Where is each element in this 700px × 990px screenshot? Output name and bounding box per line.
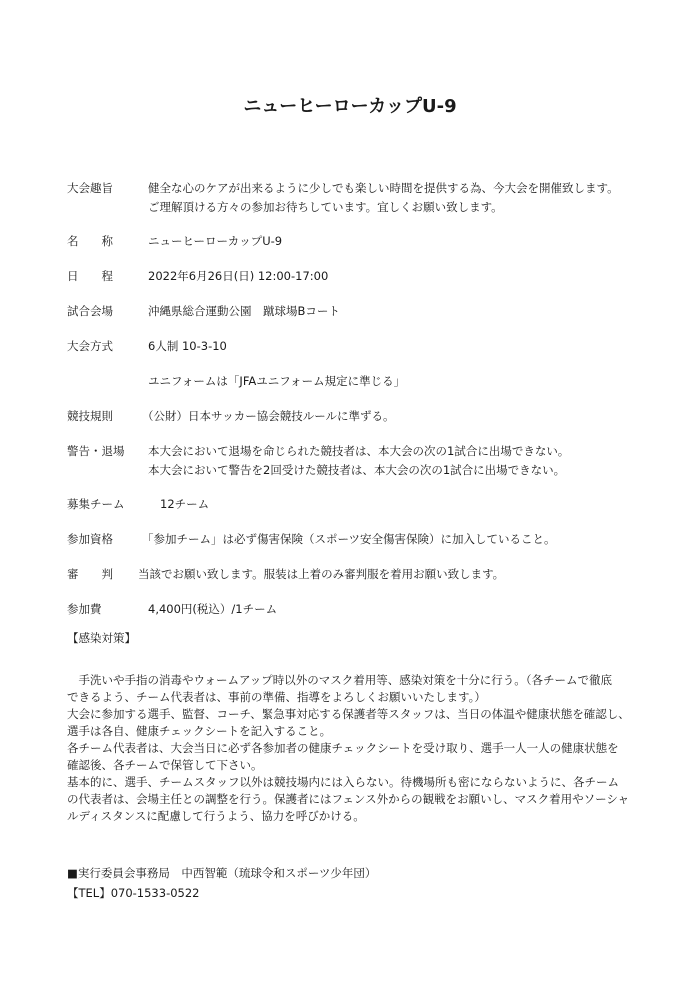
row-value-line: 健全な心のケアが出来るように少しでも楽しい時間を提供する為、今大会を開催致します。 [148,181,619,195]
contact-office: ■実行委員会事務局 中西智範（琉球令和スポーツ少年団） [67,866,377,880]
row-value-line: （公財）日本サッカー協会競技ルールに準ずる。 [142,409,395,423]
document-page: ニューヒーローカップU-9 大会趣旨 健全な心のケアが出来るように少しでも楽しい時間を提供する為、今大会を開催致します。 ご理解頂ける方々の参加お待ちしています。宜しくお願い致します。 名 称 ニューヒーローカップU-9 日 程 2022年6月26日(日) 12:00-17:00 試合会場 沖縄県総合運動公園 蹴球場Bコート 大会方式 6人制 10-3-10 ユニフォームは「JFAユニフォーム規定に準じる」 競技規則 （公財）日本サッカー協会競技ルールに準ずる。 警告・退場 本大会において退場を命じられた競技者は、本大会の次の1試合に出場できない。 本大会において警告を2回受けた競技者は、本大会の次の1試合に出場できない。 募集チーム 12チーム 参加資格 「参加チーム」は必ず傷害保険（スポーツ安全傷害保険）に加入していること。 審 判 当該でお願い致します。服装は上着のみ審判服を着用お願い致します。 参加費 4,400円(税込）/1チーム 【感染対策】 手洗いや手指の消毒やウォームアップ時以外のマスク着用等、感染対策を十分に行う。（各チームで徹底 できるよう、チーム代表者は、事前の準備、指導をよろしくお願いいたします。） 大会に参加する選手、監督、コーチ、緊急事対応する保護者等スタッフは、当日の体温や健康状態を確認し、 選手は各自、健康チェックシートを記入すること。 各チーム代表者は、大会当日に必ず各参加者の健康チェックシートを受け取り、選手一人一人の健康状態を 確認後、各チームで保管して下さい。 基本的に、選手、チームスタッフ以外は競技場内には入らない。待機場所も密にならないように、各チーム の代表者は、会場主任との調整を行う。保護者にはフェンス外からの観戦をお願いし、マスク着用やソーシャ ルディスタンスに配慮して行うよう、協力を呼びかける。 ■実行委員会事務局 中西智範（琉球令和スポーツ少年団） 【TEL】070-1533-0522 [0,0,700,990]
document-title: ニューヒーローカップU-9 [243,96,457,117]
row-value-line: 4,400円(税込）/1チーム [148,602,278,616]
infection-line: できるよう、チーム代表者は、事前の準備、指導をよろしくお願いいたします。） [67,690,486,704]
row-value-line: ユニフォームは「JFAユニフォーム規定に準じる」 [148,374,406,388]
row-label: 参加費 [67,602,102,616]
row-value-line: 本大会において警告を2回受けた競技者は、本大会の次の1試合に出場できない。 [148,463,566,477]
infection-line: 確認後、各チームで保管して下さい。 [67,758,263,772]
row-value-line: 「参加チーム」は必ず傷害保険（スポーツ安全傷害保険）に加入していること。 [142,532,556,546]
row-label: 大会趣旨 [67,181,113,195]
contact-tel: 【TEL】070-1533-0522 [67,886,200,900]
infection-line: 選手は各自、健康チェックシートを記入すること。 [67,724,332,738]
row-value-line: 当該でお願い致します。服装は上着のみ審判服を着用お願い致します。 [138,567,505,581]
infection-line: の代表者は、会場主任との調整を行う。保護者にはフェンス外からの観戦をお願いし、マスク着用やソーシャ [67,792,630,806]
contact-block [67,865,647,902]
row-label: 募集チーム [67,497,125,511]
infection-line: 各チーム代表者は、大会当日に必ず各参加者の健康チェックシートを受け取り、選手一人一人の健康状態を [67,741,619,755]
row-label: 競技規則 [67,409,113,423]
row-label: 日 程 [67,269,113,283]
row-value-line: 6人制 10-3-10 [148,339,227,353]
row-value-line: ご理解頂ける方々の参加お待ちしています。宜しくお願い致します。 [148,200,503,214]
row-label: 大会方式 [67,339,113,353]
row-label: 名 称 [67,234,113,248]
row-label: 審 判 [67,567,113,581]
row-label: 試合会場 [67,304,113,318]
row-value-line: 沖縄県総合運動公園 蹴球場Bコート [148,304,340,318]
row-label: 参加資格 [67,532,113,546]
row-value-line: 2022年6月26日(日) 12:00-17:00 [148,269,329,283]
infection-body [67,672,647,825]
infection-line: ルディスタンスに配慮して行うよう、協力を呼びかける。 [67,809,365,823]
row-value-line: 12チーム [160,497,210,511]
infection-line: 手洗いや手指の消毒やウォームアップ時以外のマスク着用等、感染対策を十分に行う。（各チームで徹底 [67,673,612,687]
infection-line: 基本的に、選手、チームスタッフ以外は競技場内には入らない。待機場所も密にならないように、各チーム [67,775,619,789]
row-label: 警告・退場 [67,444,125,458]
infection-line: 大会に参加する選手、監督、コーチ、緊急事対応する保護者等スタッフは、当日の体温や健康状態を確認し、 [67,707,630,721]
row-value-line: ニューヒーローカップU-9 [148,234,283,248]
row-value-line: 本大会において退場を命じられた競技者は、本大会の次の1試合に出場できない。 [148,444,570,458]
